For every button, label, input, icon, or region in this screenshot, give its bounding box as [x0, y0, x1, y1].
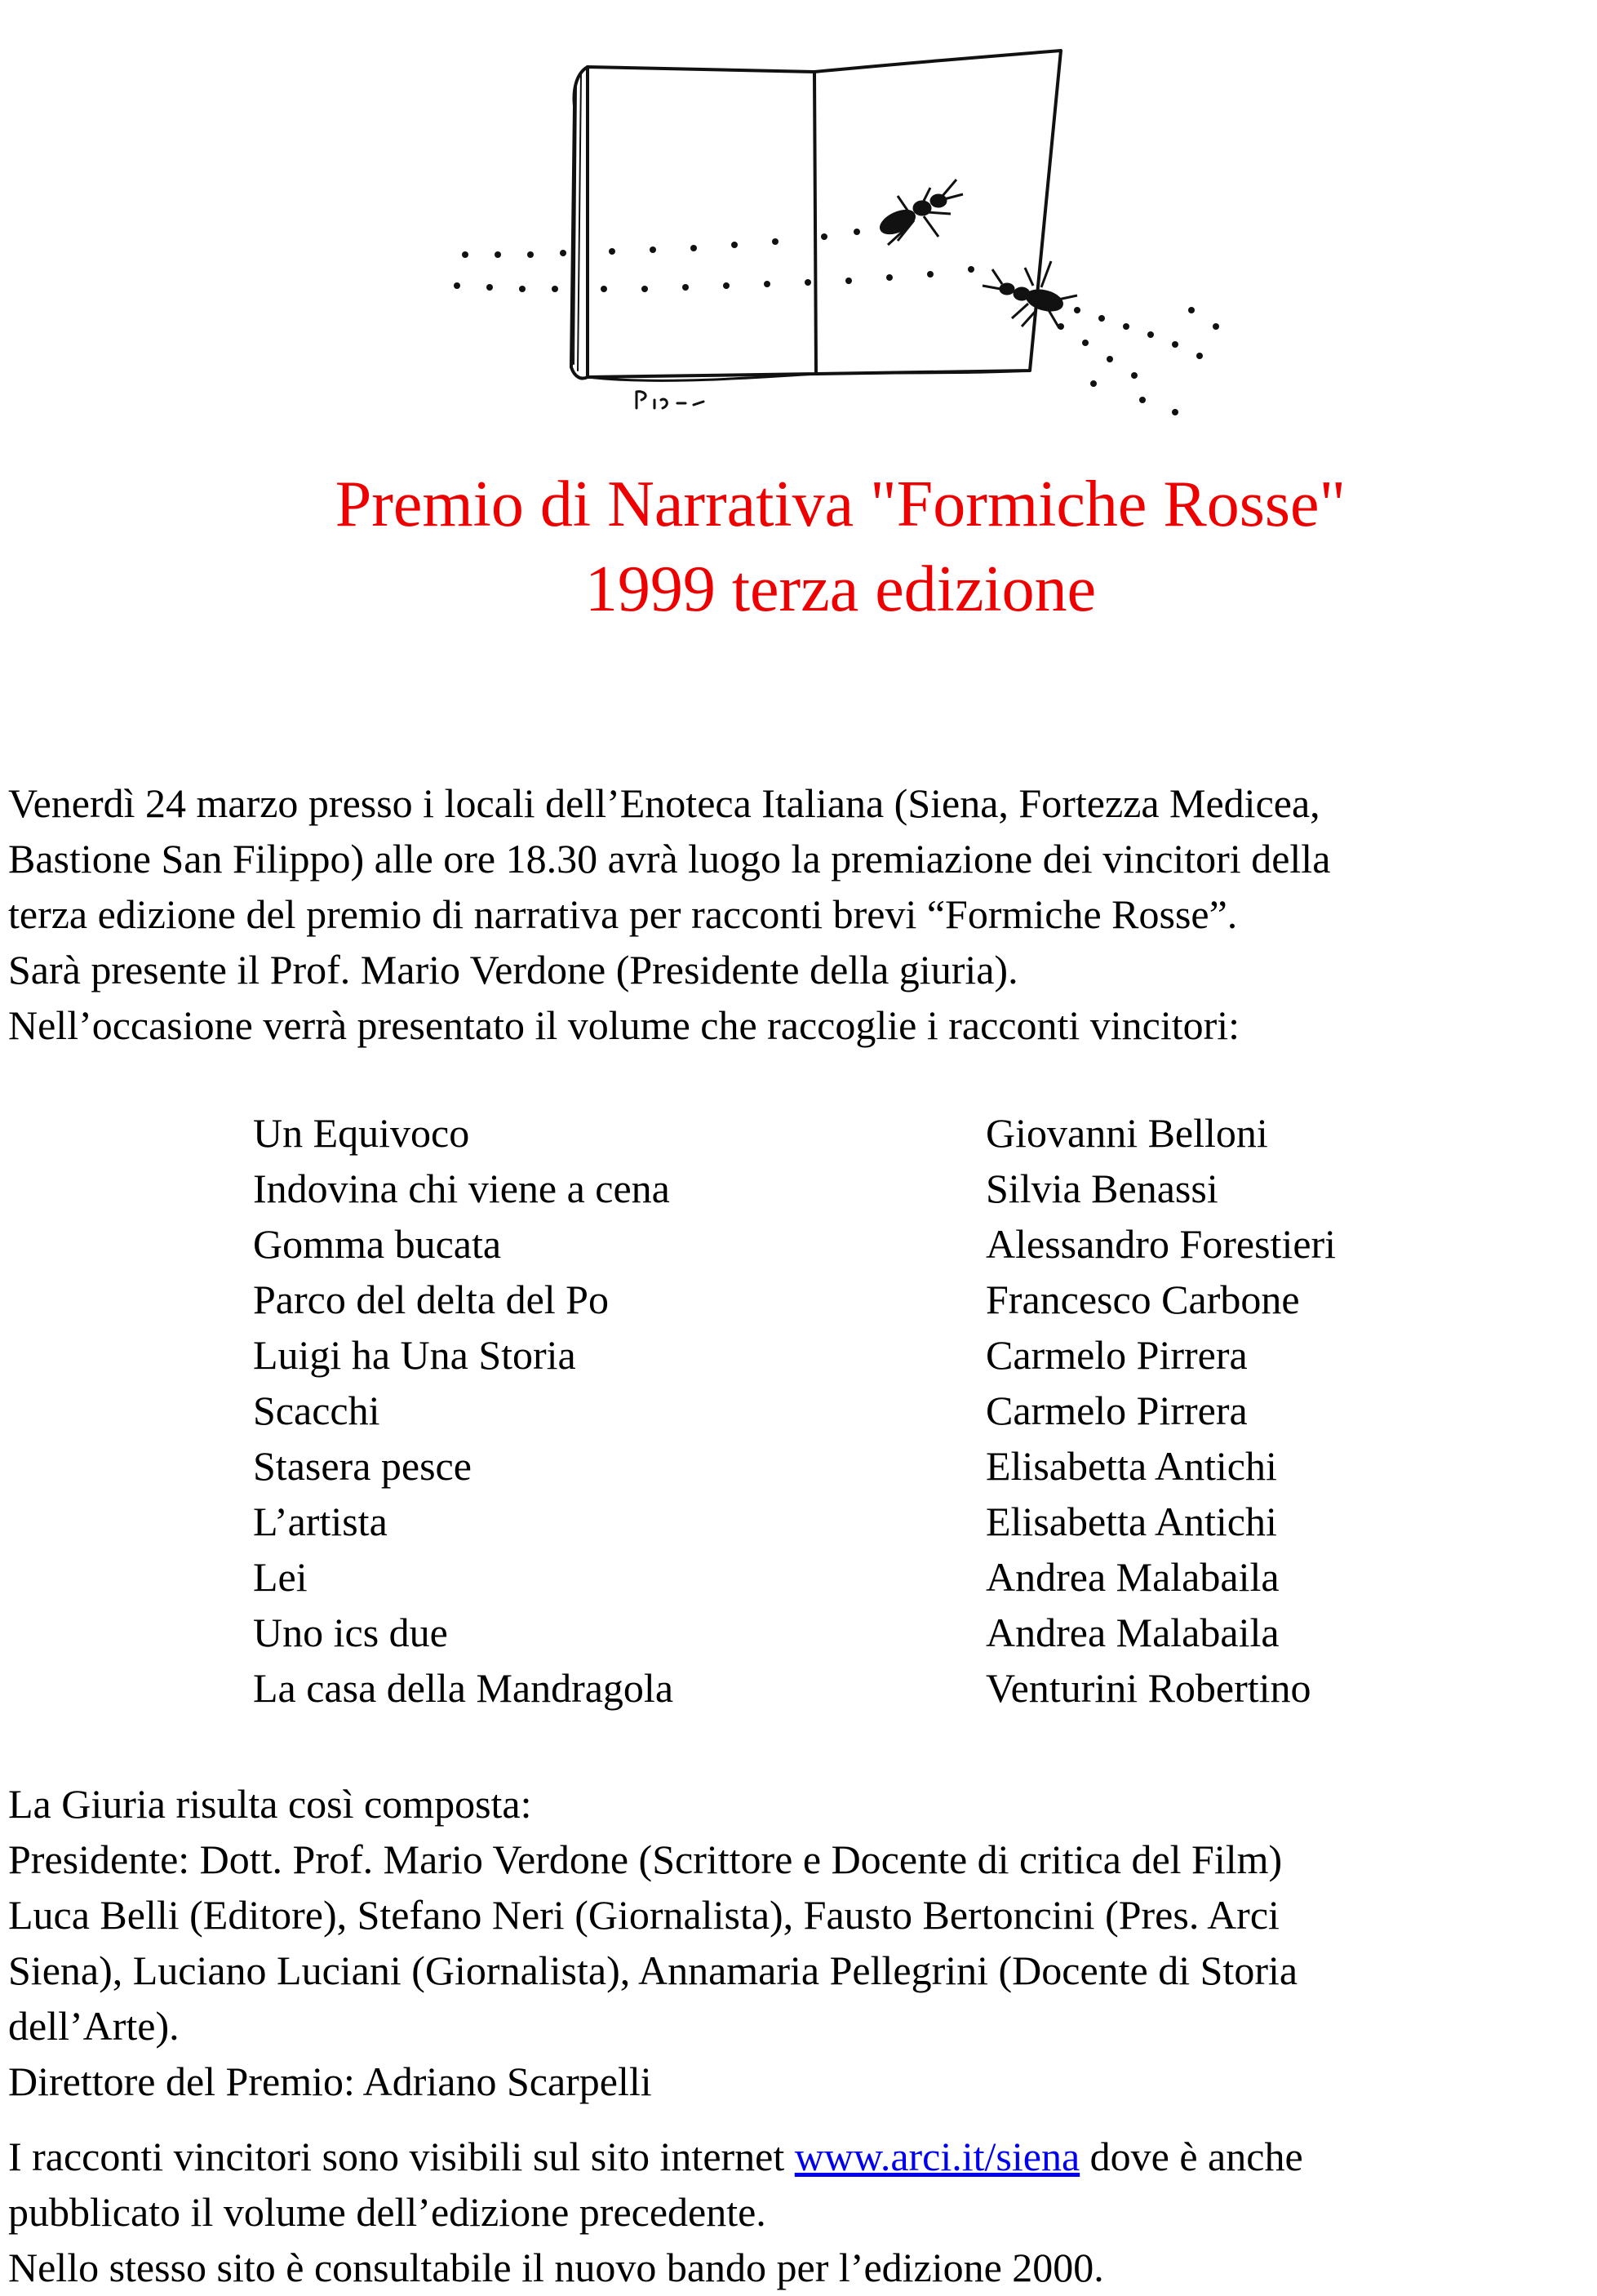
work-title: La casa della Mandragola [253, 1665, 674, 1711]
jury-paragraph [8, 1776, 1591, 2109]
work-title: Indovina chi viene a cena [253, 1166, 670, 1211]
text-line: Presidente: Dott. Prof. Mario Verdone (Scrittore e Docente di critica del Film) [8, 1836, 1283, 1882]
page-title: Premio di Narrativa "Formiche Rosse" [335, 469, 1346, 540]
text-line: Bastione San Filippo) alle ore 18.30 avrà luogo la premiazione dei vincitori della [8, 836, 1331, 882]
work-author: Silvia Benassi [986, 1166, 1218, 1211]
work-author: Andrea Malabaila [986, 1554, 1280, 1600]
text-line: pubblicato il volume dell’edizione precedente. [8, 2189, 766, 2235]
work-title: L’artista [253, 1499, 388, 1544]
work-author: Alessandro Forestieri [986, 1221, 1337, 1267]
website-paragraph [8, 2129, 1591, 2295]
works-author-column [986, 1105, 1336, 1716]
work-title: Stasera pesce [253, 1443, 472, 1489]
work-title: Scacchi [253, 1388, 380, 1433]
work-title: Parco del delta del Po [253, 1277, 609, 1322]
work-title: Luigi ha Una Storia [253, 1332, 576, 1378]
work-author: Andrea Malabaila [986, 1610, 1280, 1655]
work-author: Carmelo Pirrera [986, 1388, 1248, 1433]
work-author: Elisabetta Antichi [986, 1443, 1277, 1489]
text-line: Sarà presente il Prof. Mario Verdone (Presidente della giuria). [8, 947, 1018, 993]
work-title: Un Equivoco [253, 1110, 470, 1156]
text-line: Nello stesso sito è consultabile il nuovo bando per l’edizione 2000. [8, 2245, 1104, 2290]
text-line: Direttore del Premio: Adriano Scarpelli [8, 2058, 652, 2104]
text-line: Luca Belli (Editore), Stefano Neri (Giornalista), Fausto Bertoncini (Pres. Arci [8, 1892, 1280, 1938]
text-fragment: I racconti vincitori sono visibili sul sito internet [8, 2134, 795, 2179]
work-author: Giovanni Belloni [986, 1110, 1268, 1156]
text-line: La Giuria risulta così composta: [8, 1781, 532, 1827]
work-title: Uno ics due [253, 1610, 448, 1655]
work-author: Carmelo Pirrera [986, 1332, 1248, 1378]
intro-paragraph [8, 775, 1591, 1053]
text-line [8, 2129, 1591, 2184]
works-title-column [253, 1105, 673, 1716]
text-line: Venerdì 24 marzo presso i locali dell’Enoteca Italiana (Siena, Fortezza Medicea, [8, 780, 1320, 826]
page-subtitle: 1999 terza edizione [584, 553, 1097, 625]
work-author: Venturini Robertino [986, 1665, 1311, 1711]
text-line: Siena), Luciano Luciani (Giornalista), Annamaria Pellegrini (Docente di Storia [8, 1947, 1298, 1993]
text-fragment: dove è anche [1080, 2134, 1303, 2179]
text-line: Nell’occasione verrà presentato il volume che raccoglie i racconti vincitori: [8, 1002, 1240, 1048]
work-title: Gomma bucata [253, 1221, 502, 1267]
work-title: Lei [253, 1554, 308, 1600]
work-author: Elisabetta Antichi [986, 1499, 1277, 1544]
text-line: terza edizione del premio di narrativa per racconti brevi “Formiche Rosse”. [8, 891, 1238, 937]
open-book-with-ants-icon [441, 41, 1240, 424]
text-line: dell’Arte). [8, 2003, 180, 2049]
work-author: Francesco Carbone [986, 1277, 1300, 1322]
website-link[interactable]: www.arci.it/siena [794, 2134, 1080, 2179]
